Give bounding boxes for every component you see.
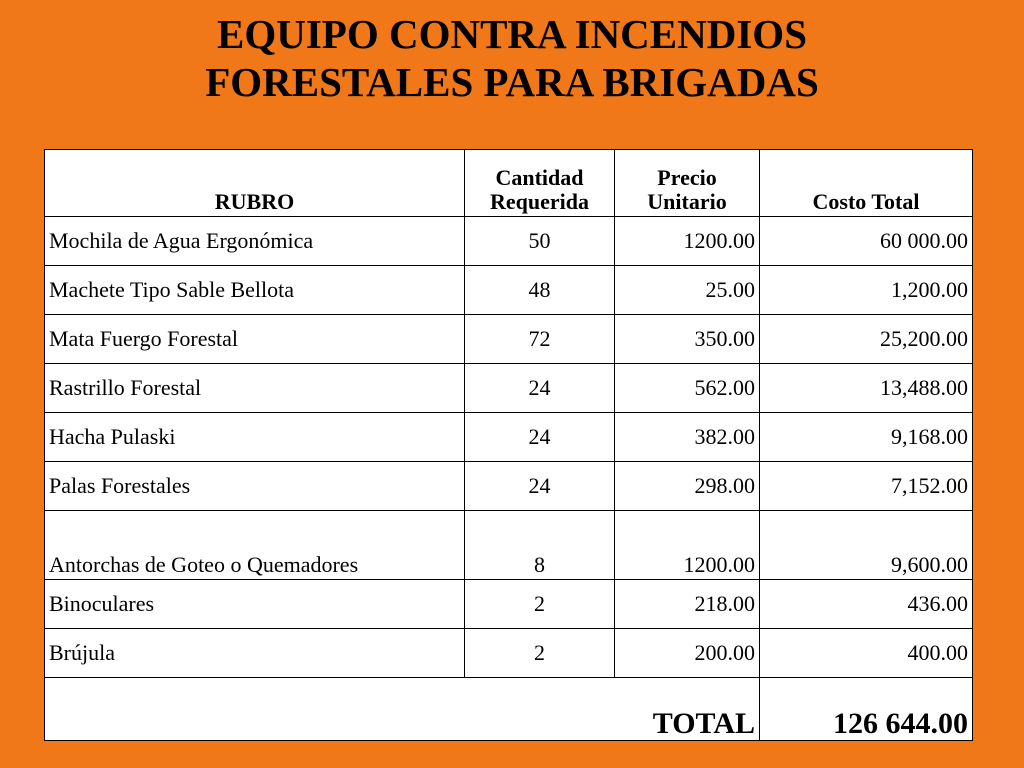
cell-costo: 7,152.00 <box>760 462 973 511</box>
cell-rubro: Mata Fuergo Forestal <box>45 315 465 364</box>
page-title-line-2: FORESTALES PARA BRIGADAS <box>205 59 819 105</box>
cell-cantidad: 8 <box>465 511 615 580</box>
cell-cantidad: 24 <box>465 364 615 413</box>
cell-precio: 200.00 <box>615 629 760 678</box>
cell-costo: 9,600.00 <box>760 511 973 580</box>
cell-precio: 298.00 <box>615 462 760 511</box>
table-row <box>45 629 973 678</box>
table-row <box>45 315 973 364</box>
header-precio-line-1: Precio <box>657 165 717 190</box>
header-cantidad-line-1: Cantidad <box>495 165 584 190</box>
cell-costo: 400.00 <box>760 629 973 678</box>
table-row <box>45 580 973 629</box>
cell-rubro: Binoculares <box>45 580 465 629</box>
table-row <box>45 217 973 266</box>
cell-rubro: Brújula <box>45 629 465 678</box>
cell-cantidad: 2 <box>465 629 615 678</box>
cell-rubro: Hacha Pulaski <box>45 413 465 462</box>
cell-costo: 9,168.00 <box>760 413 973 462</box>
cell-rubro: Palas Forestales <box>45 462 465 511</box>
cell-cantidad: 50 <box>465 217 615 266</box>
total-row <box>45 678 973 741</box>
total-value: 126 644.00 <box>760 678 973 741</box>
cell-precio: 382.00 <box>615 413 760 462</box>
header-costo-total: Costo Total <box>760 150 973 217</box>
table-row <box>45 266 973 315</box>
table-row <box>45 413 973 462</box>
cell-precio: 218.00 <box>615 580 760 629</box>
cell-rubro: Antorchas de Goteo o Quemadores <box>45 511 465 580</box>
header-cantidad-line-2: Requerida <box>490 189 589 214</box>
cell-costo: 13,488.00 <box>760 364 973 413</box>
cell-precio: 1200.00 <box>615 217 760 266</box>
cell-rubro: Machete Tipo Sable Bellota <box>45 266 465 315</box>
header-rubro: RUBRO <box>45 150 465 217</box>
cell-cantidad: 24 <box>465 413 615 462</box>
cell-costo: 60 000.00 <box>760 217 973 266</box>
total-label: TOTAL <box>45 678 760 741</box>
cell-precio: 350.00 <box>615 315 760 364</box>
cell-cantidad: 24 <box>465 462 615 511</box>
cell-cantidad: 2 <box>465 580 615 629</box>
cell-costo: 25,200.00 <box>760 315 973 364</box>
header-precio-line-2: Unitario <box>647 189 727 214</box>
table-row <box>45 462 973 511</box>
cell-costo: 1,200.00 <box>760 266 973 315</box>
cell-rubro: Rastrillo Forestal <box>45 364 465 413</box>
cell-costo: 436.00 <box>760 580 973 629</box>
page-title-line-1: EQUIPO CONTRA INCENDIOS <box>216 11 808 57</box>
equipment-budget-table <box>44 149 973 741</box>
table-row <box>45 511 973 580</box>
table-row <box>45 364 973 413</box>
cell-rubro: Mochila de Agua Ergonómica <box>45 217 465 266</box>
table-header-row <box>45 150 973 217</box>
cell-precio: 1200.00 <box>615 511 760 580</box>
cell-cantidad: 72 <box>465 315 615 364</box>
header-precio <box>615 150 760 217</box>
page-title <box>0 10 1024 106</box>
cell-precio: 25.00 <box>615 266 760 315</box>
cell-precio: 562.00 <box>615 364 760 413</box>
header-cantidad <box>465 150 615 217</box>
cell-cantidad: 48 <box>465 266 615 315</box>
